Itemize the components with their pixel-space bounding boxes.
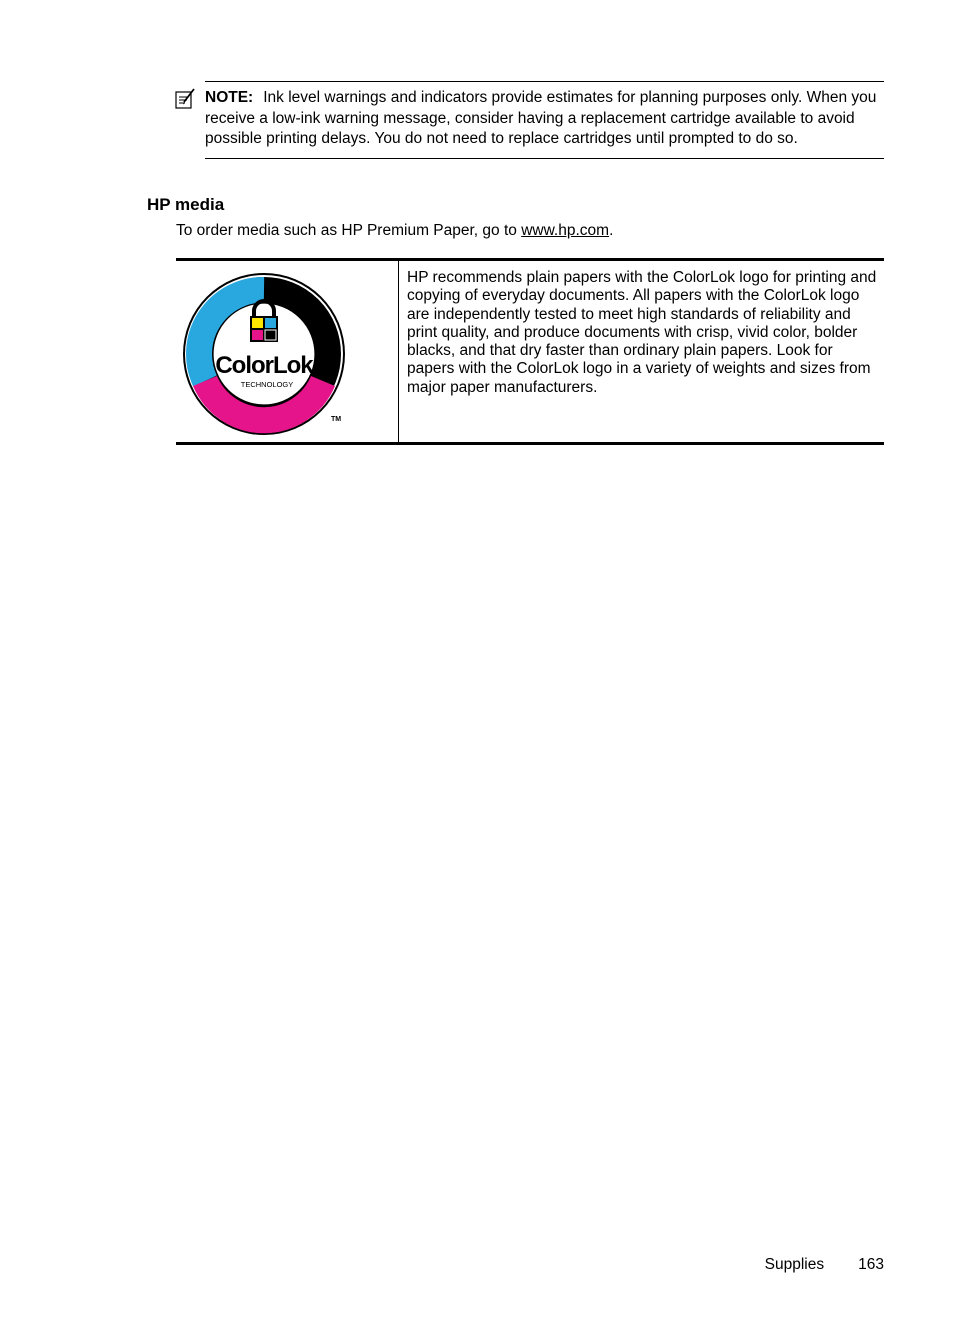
hp-website-link[interactable]: www.hp.com [521, 222, 610, 239]
media-description: HP recommends plain papers with the ColorLok logo for printing and copying of everyday documents. All papers with the ColorLok logo are independently tested to meet high standards of reliability and print quality, and produce documents with crisp, vivid color, bolder blacks, and that dry faster than ordinary plain papers. Look for papers with the ColorLok logo in a variety of weights and sizes from major paper manufacturers. [407, 269, 877, 396]
logo-tagline: TECHNOLOGY [240, 380, 294, 389]
intro-prefix: To order media such as HP Premium Paper, go to [176, 222, 522, 239]
note-icon [174, 88, 196, 110]
logo-trademark: TM [330, 416, 342, 423]
page-footer [765, 1256, 884, 1274]
colorlok-logo [182, 269, 352, 439]
note-label: NOTE: [205, 89, 254, 106]
intro-suffix: . [609, 222, 614, 239]
logo-cell [176, 261, 399, 442]
footer-section: Supplies [764, 1256, 825, 1273]
logo-name: ColorLok [215, 352, 313, 379]
media-table [176, 258, 884, 445]
note-text: Ink level warnings and indicators provide estimates for planning purposes only. When you receive a low-ink warning message, consider having a replacement cartridge available to avoid possible printing delays. You do not need to replace cartridges until prompted to do so. [205, 89, 877, 147]
page-number: 163 [858, 1256, 884, 1273]
intro-paragraph [176, 221, 613, 241]
section-heading: HP media [147, 195, 225, 214]
note-box [205, 81, 884, 159]
